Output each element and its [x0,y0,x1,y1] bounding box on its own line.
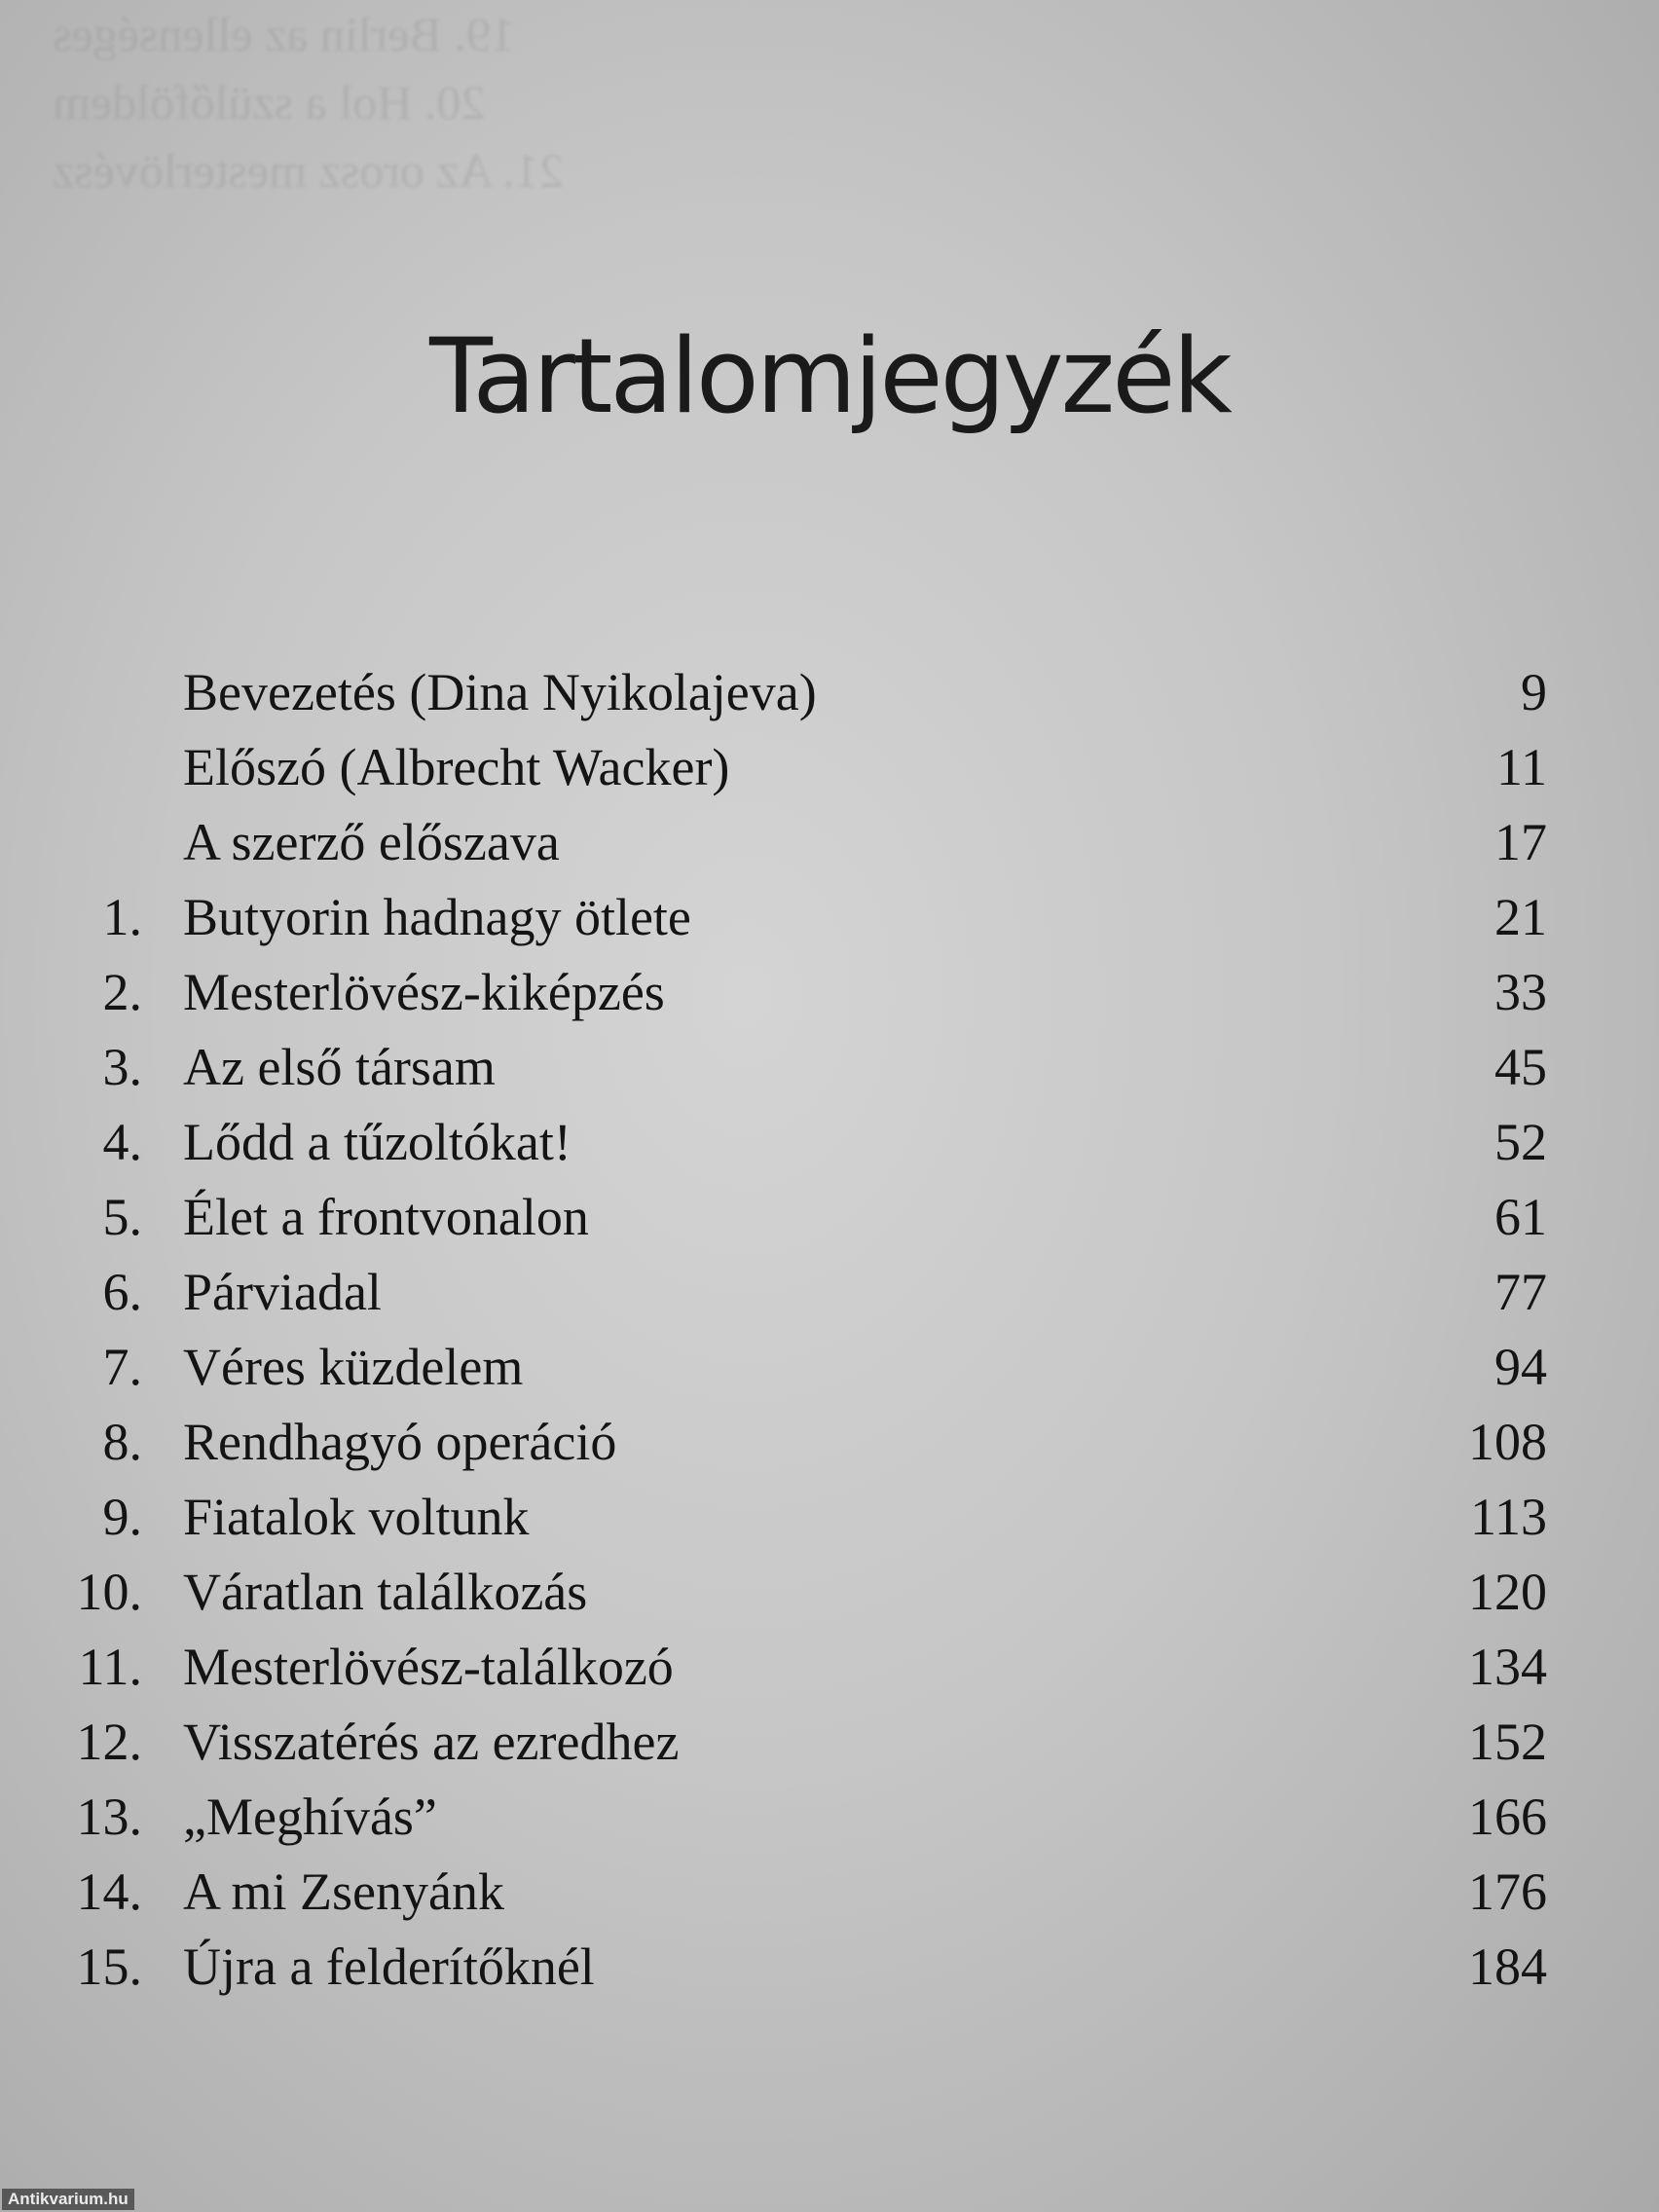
toc-entry [0,887,1659,962]
toc-entry-title: Fiatalok voltunk [183,1488,530,1546]
toc-entry-title: Újra a felderítőknél [183,1937,595,1996]
toc-entry-number: 10. [76,1563,142,1621]
toc-entry-title: Előszó (Albrecht Wacker) [183,738,730,796]
toc-entry-title: Párviadal [183,1263,382,1321]
toc-entry [0,1487,1659,1562]
watermark: Antikvarium.hu [2,2189,134,2210]
toc-entry-number: 13. [76,1788,142,1846]
toc-entry-number: 4. [102,1113,142,1171]
toc-entry-page: 9 [1521,663,1547,721]
bleed-line: 20. Hol a szülőföldem [53,75,486,129]
toc-entry-number: 9. [102,1488,142,1546]
toc-entry-page: 45 [1494,1038,1547,1096]
toc-entry-page: 108 [1468,1413,1547,1471]
toc-entry-title: A szerző előszava [183,813,560,871]
toc-entry-page: 21 [1494,888,1547,946]
toc-entry-title: Élet a frontvonalon [183,1188,589,1246]
toc-entry-title: A mi Zsenyánk [183,1862,504,1921]
toc-entry-title: Véres küzdelem [183,1338,524,1396]
toc-entry [0,737,1659,812]
toc-entry-page: 17 [1494,813,1547,871]
toc-entry-title: Mesterlövész-találkozó [183,1638,674,1696]
toc-entry-title: Az első társam [183,1038,496,1096]
toc-entry-title: Bevezetés (Dina Nyikolajeva) [183,663,817,721]
toc-entry-number: 5. [102,1188,142,1246]
toc-entry-title: „Meghívás” [183,1788,437,1846]
toc-entry-page: 134 [1468,1638,1547,1696]
toc-entry-title: Visszatérés az ezredhez [183,1713,680,1771]
toc-entry [0,1112,1659,1187]
toc-entry-page: 166 [1468,1788,1547,1846]
toc-entry-title: Mesterlövész-kiképzés [183,963,665,1021]
toc-entry-number: 6. [102,1263,142,1321]
toc-entry [0,1862,1659,1936]
bleed-through-text [53,0,1610,204]
toc-entry [0,1712,1659,1787]
toc-entry-number: 12. [76,1713,142,1771]
toc-entry [0,1037,1659,1112]
toc-entry-number: 3. [102,1038,142,1096]
toc-entry-number: 8. [102,1413,142,1471]
toc-entry-number: 7. [102,1338,142,1396]
bleed-line: 19. Berlin az ellenséges [53,7,515,61]
toc-entry [0,812,1659,887]
toc-entry-page: 113 [1470,1488,1547,1546]
toc-entry-page: 11 [1496,738,1547,796]
toc-entry-number: 15. [76,1937,142,1996]
toc-entry [0,1637,1659,1712]
toc-entry-page: 176 [1468,1862,1547,1921]
toc-entry-number: 11. [78,1638,142,1696]
toc-entry-title: Butyorin hadnagy ötlete [183,888,691,946]
bleed-line: 21. Az orosz mesterlövész [53,143,564,198]
toc-entry-title: Váratlan találkozás [183,1563,588,1621]
table-of-contents [0,662,1659,2011]
toc-entry [0,1562,1659,1637]
toc-entry-number: 14. [76,1862,142,1921]
toc-entry-page: 184 [1468,1937,1547,1996]
toc-entry [0,1787,1659,1862]
toc-entry-title: Lődd a tűzoltókat! [183,1113,571,1171]
toc-entry-page: 152 [1468,1713,1547,1771]
toc-entry [0,1187,1659,1262]
toc-entry-page: 33 [1494,963,1547,1021]
toc-entry-number: 2. [102,963,142,1021]
toc-entry-page: 61 [1494,1188,1547,1246]
toc-entry [0,962,1659,1037]
toc-entry-page: 52 [1494,1113,1547,1171]
toc-entry-page: 120 [1468,1563,1547,1621]
toc-entry [0,662,1659,737]
toc-entry-page: 77 [1494,1263,1547,1321]
toc-entry-title: Rendhagyó operáció [183,1413,617,1471]
toc-entry-number: 1. [102,888,142,946]
toc-entry-page: 94 [1494,1338,1547,1396]
toc-entry [0,1337,1659,1412]
toc-entry [0,1936,1659,2011]
toc-entry [0,1262,1659,1337]
toc-entry [0,1412,1659,1487]
page-title: Tartalomjegyzék [429,316,1230,436]
